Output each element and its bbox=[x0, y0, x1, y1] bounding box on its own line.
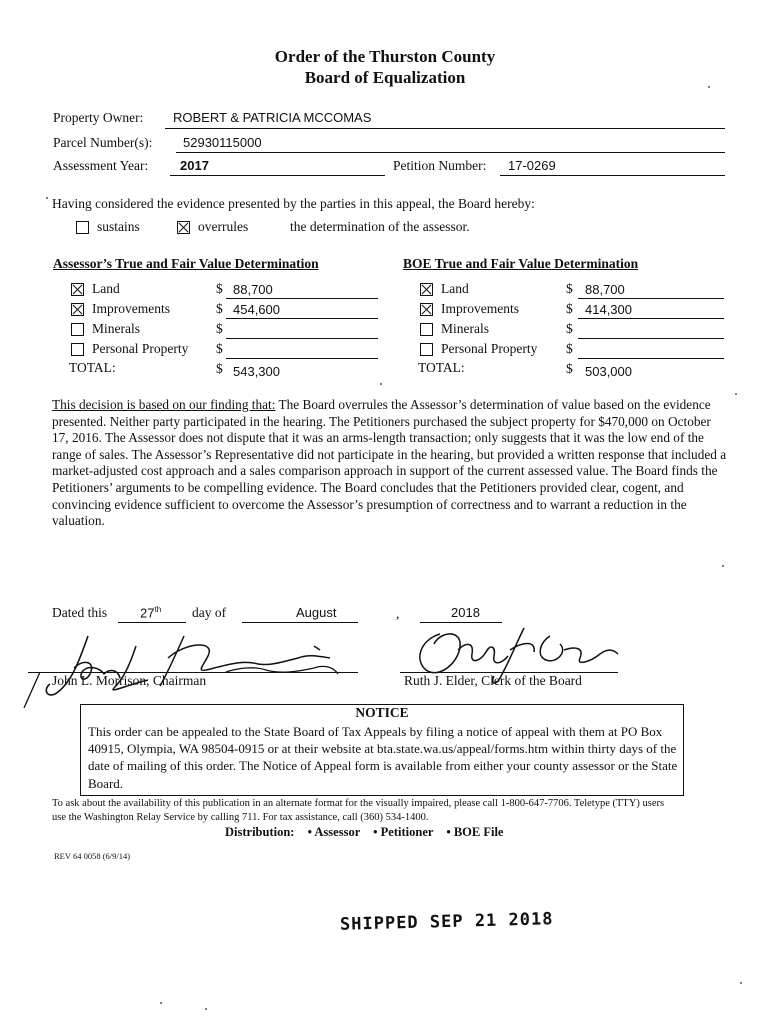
assessor-personal-property-dollar: $ bbox=[216, 341, 223, 356]
assessor-total-dollar: $ bbox=[216, 361, 223, 376]
boe-minerals-checkbox[interactable] bbox=[420, 323, 433, 336]
parcel-label: Parcel Number(s): bbox=[53, 135, 153, 150]
boe-personal-property-underline bbox=[578, 358, 724, 359]
dated-month-underline bbox=[242, 622, 358, 623]
assessor-land-label: Land bbox=[92, 281, 120, 296]
boe-improvements-value: 414,300 bbox=[585, 302, 632, 317]
year-underline bbox=[170, 175, 385, 176]
scan-speck bbox=[380, 383, 382, 385]
clerk-name: Ruth J. Elder, Clerk of the Board bbox=[404, 673, 582, 688]
assessor-land-checkbox[interactable] bbox=[71, 283, 84, 296]
petition-underline bbox=[500, 175, 725, 176]
scan-speck bbox=[740, 982, 742, 984]
boe-header: BOE True and Fair Value Determination bbox=[403, 256, 639, 271]
document-title-line1: Order of the Thurston County bbox=[274, 47, 496, 66]
dated-day-suffix: th bbox=[154, 605, 162, 614]
finding-text: The Board overrules the Assessor’s determination of value based on the evidence presented. Neither party participated in the hearing. The Petitioners purchased the subject property for $470,000 on October 17, 2016. The Assessor does not dispute that it was an arms-length transaction; only suggests that it was the low end of the range of sales. The Assessor’s Representative did not participate in the hearing, but provided a written response that included a market-adjusted cost approach and a sales comparison approach in support of the current assessed value. The Board finds the Petitioners’ arguments to be compelling evidence. The Board concludes that the Petitioners provided clear, cogent, and convincing evidence sufficient to overcome the Assessor’s presumption of correctness and to warrant a reduction in the valuation. bbox=[52, 397, 727, 529]
assessor-minerals-label: Minerals bbox=[92, 321, 140, 336]
distribution-item-assessor: Assessor bbox=[314, 825, 361, 839]
dated-day-number: 27 bbox=[140, 605, 155, 621]
distribution-line: Distribution: • Assessor • Petitioner • BOE File bbox=[225, 825, 504, 839]
boe-land-value: 88,700 bbox=[585, 282, 625, 297]
dated-day-underline bbox=[118, 622, 186, 623]
shipped-stamp: SHIPPED SEP 21 2018 bbox=[339, 909, 554, 935]
boe-land-underline bbox=[578, 298, 724, 299]
boe-minerals-dollar: $ bbox=[566, 321, 573, 336]
owner-label: Property Owner: bbox=[53, 110, 144, 125]
boe-improvements-checkbox[interactable] bbox=[420, 303, 433, 316]
assessor-total-value: 543,300 bbox=[233, 364, 280, 379]
notice-text: This order can be appealed to the State Board of Tax Appeals by filing a notice of appeal with them at PO Box 40915, Olympia, WA 98504-0915 or at their website at bta.state.wa.us/appeal/forms.htm within thirty days of the date of mailing of this order. The Notice of Appeal form is available from either your county assessor or the State Board. bbox=[88, 724, 678, 791]
overrules-label: overrules bbox=[198, 219, 249, 234]
assessor-improvements-underline bbox=[226, 318, 378, 319]
assessor-improvements-dollar: $ bbox=[216, 301, 223, 316]
boe-total-value: 503,000 bbox=[585, 364, 632, 379]
parcel-value: 52930115000 bbox=[183, 135, 262, 150]
year-value: 2017 bbox=[180, 158, 209, 173]
assessor-improvements-checkbox[interactable] bbox=[71, 303, 84, 316]
assessor-personal-property-underline bbox=[226, 358, 378, 359]
dated-prefix: Dated this bbox=[52, 605, 108, 620]
chairman-signature bbox=[18, 628, 358, 708]
dated-day bbox=[140, 605, 161, 620]
assessor-minerals-dollar: $ bbox=[216, 321, 223, 336]
assessor-total-label: TOTAL: bbox=[69, 360, 116, 375]
boe-minerals-label: Minerals bbox=[441, 321, 489, 336]
finding-paragraph bbox=[52, 397, 728, 530]
dated-comma: , bbox=[396, 606, 400, 621]
scan-speck bbox=[735, 393, 737, 395]
distribution-label: Distribution: bbox=[225, 825, 295, 839]
scan-speck bbox=[46, 197, 48, 199]
assessor-land-dollar: $ bbox=[216, 281, 223, 296]
petition-value: 17-0269 bbox=[508, 158, 556, 173]
accessibility-note: To ask about the availability of this publication in an alternate format for the visually impaired, please call 1-800-647-7706. Teletype (TTY) users use the Washington Relay Service by calling 711. For tax assistance, call (360) 534-1400. bbox=[52, 798, 665, 823]
scan-speck bbox=[205, 1008, 207, 1010]
boe-improvements-dollar: $ bbox=[566, 301, 573, 316]
year-label: Assessment Year: bbox=[53, 158, 149, 173]
assessor-minerals-checkbox[interactable] bbox=[71, 323, 84, 336]
assessor-personal-property-label: Personal Property bbox=[92, 341, 189, 356]
overrules-checkbox[interactable] bbox=[177, 221, 190, 234]
boe-personal-property-dollar: $ bbox=[566, 341, 573, 356]
assessor-header: Assessor’s True and Fair Value Determination bbox=[53, 256, 319, 271]
boe-land-dollar: $ bbox=[566, 281, 573, 296]
dated-year: 2018 bbox=[451, 605, 480, 620]
document-title-line2: Board of Equalization bbox=[304, 68, 466, 87]
boe-personal-property-label: Personal Property bbox=[441, 341, 538, 356]
sustains-label: sustains bbox=[97, 219, 140, 234]
finding-lead: This decision is based on our finding that: bbox=[52, 397, 276, 412]
assessor-personal-property-checkbox[interactable] bbox=[71, 343, 84, 356]
scan-speck bbox=[722, 565, 724, 567]
assessor-land-value: 88,700 bbox=[233, 282, 273, 297]
dated-month: August bbox=[296, 605, 337, 620]
assessor-minerals-underline bbox=[226, 338, 378, 339]
decision-intro: Having considered the evidence presented by the parties in this appeal, the Board hereby: bbox=[52, 196, 535, 211]
scan-speck bbox=[160, 1002, 162, 1004]
form-number: REV 64 0058 (6/9/14) bbox=[54, 851, 131, 861]
distribution-item-boe-file: BOE File bbox=[453, 825, 504, 839]
boe-minerals-underline bbox=[578, 338, 724, 339]
notice-title: NOTICE bbox=[355, 705, 409, 720]
boe-improvements-underline bbox=[578, 318, 724, 319]
distribution-item-petitioner: Petitioner bbox=[380, 825, 434, 839]
assessor-land-underline bbox=[226, 298, 378, 299]
dated-day-of: day of bbox=[192, 605, 227, 620]
boe-total-label: TOTAL: bbox=[418, 360, 465, 375]
chairman-name: John L. Morrison, Chairman bbox=[52, 673, 207, 688]
owner-underline bbox=[165, 128, 725, 129]
parcel-underline bbox=[176, 152, 725, 153]
boe-land-checkbox[interactable] bbox=[420, 283, 433, 296]
assessor-improvements-label: Improvements bbox=[92, 301, 170, 316]
boe-total-dollar: $ bbox=[566, 361, 573, 376]
scan-speck bbox=[708, 86, 710, 88]
boe-land-label: Land bbox=[441, 281, 469, 296]
sustains-checkbox[interactable] bbox=[76, 221, 89, 234]
owner-value: ROBERT & PATRICIA MCCOMAS bbox=[173, 110, 372, 125]
boe-improvements-label: Improvements bbox=[441, 301, 519, 316]
decision-tail: the determination of the assessor. bbox=[290, 219, 470, 234]
petition-label: Petition Number: bbox=[393, 158, 487, 173]
boe-personal-property-checkbox[interactable] bbox=[420, 343, 433, 356]
assessor-improvements-value: 454,600 bbox=[233, 302, 280, 317]
